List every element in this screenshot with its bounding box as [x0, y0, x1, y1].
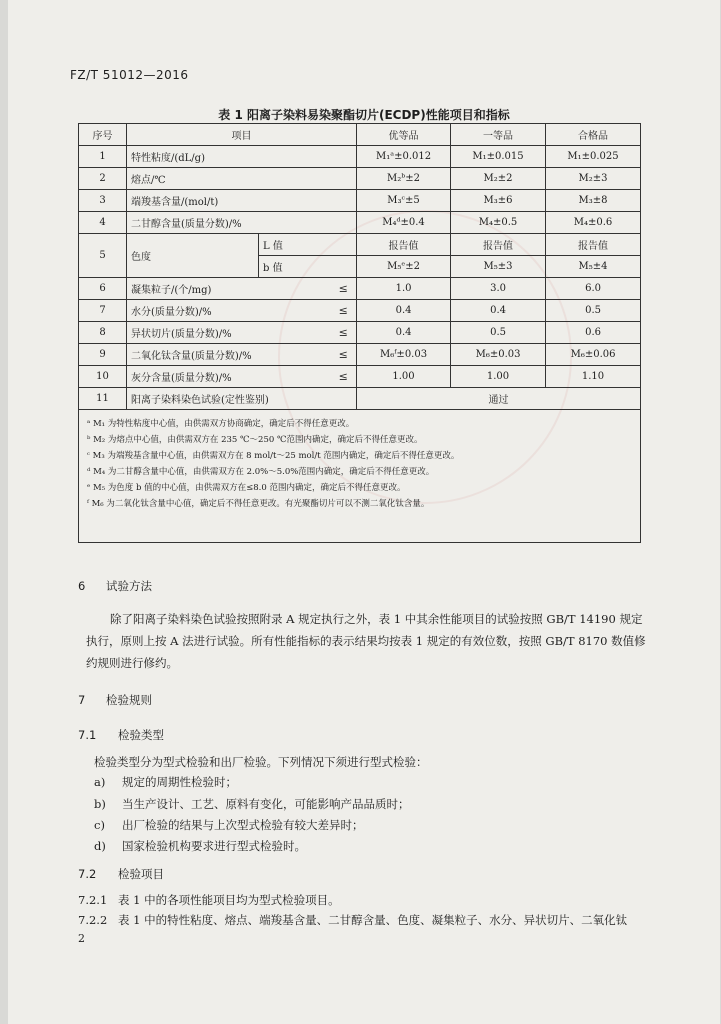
table-row-dye-test: 11 阳离子染料染色试验(定性鉴别) 通过	[79, 388, 641, 410]
table-row: 10 灰分含量(质量分数)/% ≤ 1.00 1.00 1.10	[79, 366, 641, 388]
header-no: 序号	[79, 124, 127, 146]
section-7-1-heading: 7.1 检验类型	[78, 728, 164, 742]
table-row: 2 熔点/℃ M₂ᵇ±2 M₂±2 M₂±3	[79, 168, 641, 190]
header-first: 一等品	[451, 124, 546, 146]
list-item: d) 国家检验机构要求进行型式检验时。	[94, 839, 306, 853]
table-row: 3 端羧基含量/(mol/t) M₃ᶜ±5 M₃±6 M₃±8	[79, 190, 641, 212]
table-row: 7 水分(质量分数)/% ≤ 0.4 0.4 0.5	[79, 300, 641, 322]
table-header-row	[79, 124, 641, 146]
list-item: c) 出厂检验的结果与上次型式检验有较大差异时；	[94, 818, 364, 832]
table-note: ᵃ M₁ 为特性粘度中心值，由供需双方协商确定，确定后不得任意更改。	[87, 419, 355, 429]
clause-7-2-2: 7.2.2 表 1 中的特性粘度、熔点、端羧基含量、二甘醇含量、色度、凝集粒子、水分、异状切片、二氧化钛	[78, 913, 628, 927]
table-row: 6 凝集粒子/(个/mg) ≤ 1.0 3.0 6.0	[79, 278, 641, 300]
table-note: ᵈ M₄ 为二甘醇含量中心值，由供需双方在 2.0%～5.0%范围内确定，确定后不得任意更改。	[87, 467, 435, 477]
table-row: 8 异状切片(质量分数)/% ≤ 0.4 0.5 0.6	[79, 322, 641, 344]
table-row: 4 二甘醇含量(质量分数)/% M₄ᵈ±0.4 M₄±0.5 M₄±0.6	[79, 212, 641, 234]
spec-table	[78, 123, 641, 543]
list-item: a) 规定的周期性检验时；	[94, 775, 237, 789]
header-premium: 优等品	[357, 124, 451, 146]
table-row-color-b: b 值 M₅ᵉ±2 M₅±3 M₅±4	[79, 256, 641, 278]
table-note: ᵇ M₂ 为熔点中心值，由供需双方在 235 ℃～250 ℃范围内确定，确定后不得任意更改。	[87, 435, 423, 445]
section-7-1-intro: 检验类型分为型式检验和出厂检验。下列情况下须进行型式检验：	[94, 755, 428, 769]
table-note: ᶜ M₃ 为端羧基含量中心值，由供需双方在 8 mol/t～25 mol/t 范围内确定，确定后不得任意更改。	[87, 451, 460, 461]
table-row: 9 二氧化钛含量(质量分数)/% ≤ M₆ᶠ±0.03 M₆±0.03 M₆±0.06	[79, 344, 641, 366]
clause-7-2-1: 7.2.1 表 1 中的各项性能项目均为型式检验项目。	[78, 893, 340, 907]
table-row-color-l: 5 色度 L 值 报告值 报告值 报告值	[79, 234, 641, 256]
table-note: ᶠ M₆ 为二氧化钛含量中心值，确定后不得任意更改。有光聚酯切片可以不测二氧化钛含量。	[87, 499, 430, 509]
header-item: 项目	[127, 124, 357, 146]
table-note: ᵉ M₅ 为色度 b 值的中心值，由供需双方在≤8.0 范围内确定，确定后不得任意更改。	[87, 483, 406, 493]
section-7-2-heading: 7.2 检验项目	[78, 867, 164, 881]
page-number: 2	[78, 932, 85, 945]
section-7-heading: 7 检验规则	[78, 693, 152, 707]
section-6-heading: 6 试验方法	[78, 579, 152, 593]
table-row: 1 特性粘度/(dL/g) M₁ᵃ±0.012 M₁±0.015 M₁±0.025	[79, 146, 641, 168]
table-title: 表 1 阳离子染料易染聚酯切片(ECDP)性能项目和指标	[218, 108, 510, 122]
table-notes-row	[79, 410, 641, 543]
document-page	[8, 0, 720, 1024]
standard-code: FZ/T 51012—2016	[70, 68, 189, 82]
header-qualified: 合格品	[546, 124, 641, 146]
section-6-paragraph: 除了阳离子染料染色试验按照附录 A 规定执行之外，表 1 中其余性能项目的试验按照 GB/T 14190 规定执行，原则上按 A 法进行试验。所有性能指标的表示结果均按表 1 规定的有效位数，按照 GB/T 8170 数值修约规则进行修约。	[86, 612, 646, 670]
list-item: b) 当生产设计、工艺、原料有变化，可能影响产品品质时；	[94, 797, 410, 811]
